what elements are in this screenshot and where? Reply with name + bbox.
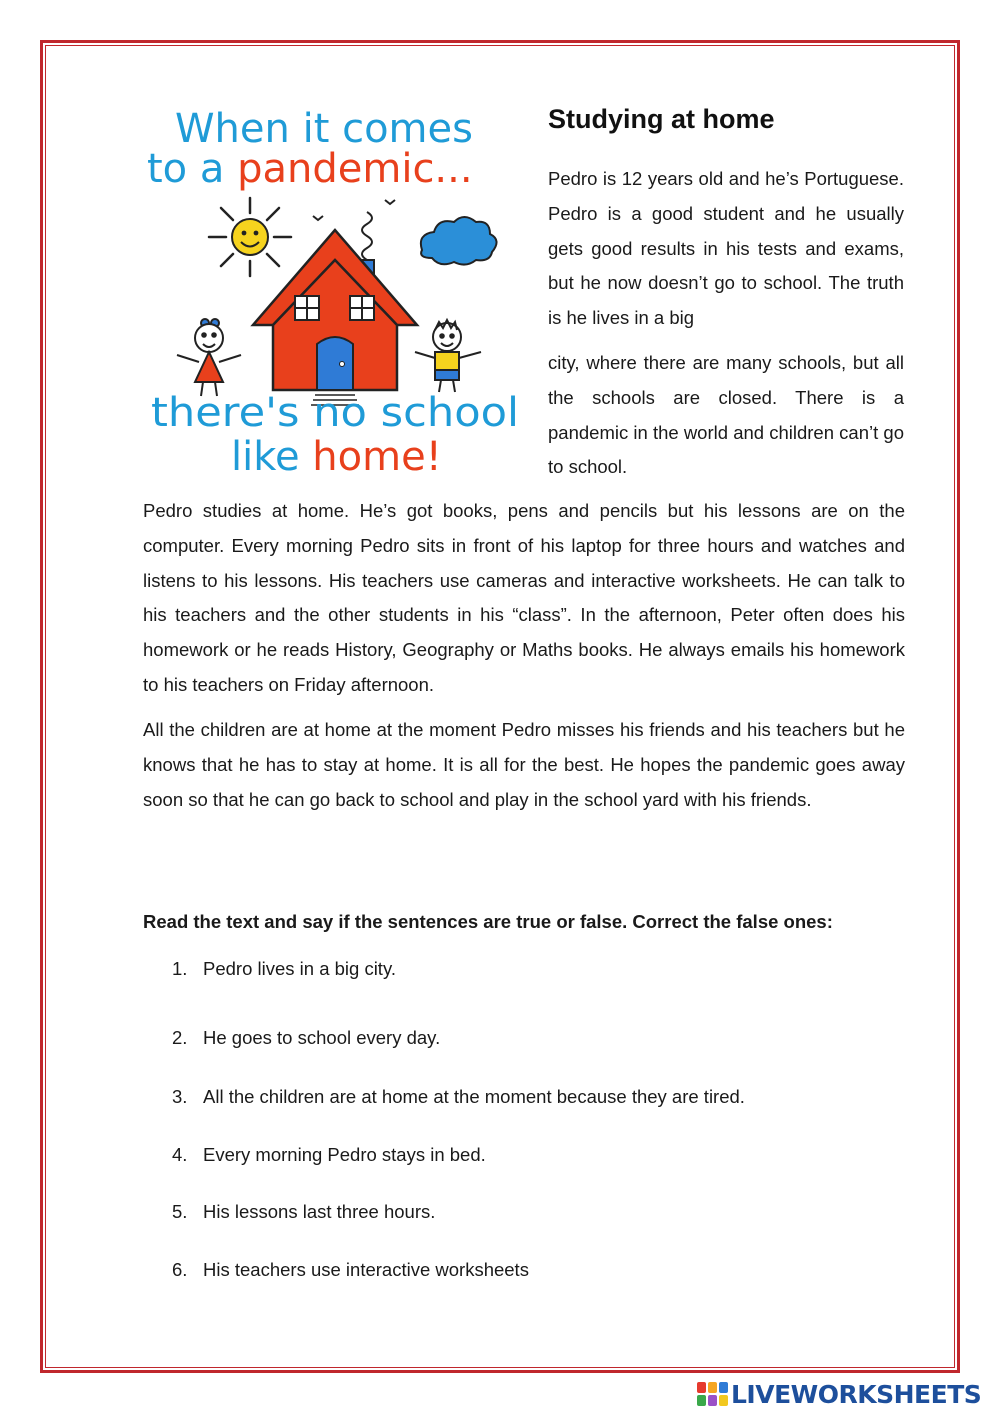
- svg-text:to a pandemic...: [147, 146, 473, 192]
- illustration-line2-prefix: to a: [147, 146, 238, 192]
- smoke-icon: [362, 212, 372, 260]
- girl-icon: [177, 319, 241, 396]
- paragraph-3: Pedro studies at home. He’s got books, pens and pencils but his lessons are on the computer. Every morning Pedro sits in front of his laptop for three hours and watches and listens to his lessons. His teachers use cameras and interactive worksheets. He can talk to his teachers and the other students in his “class”. In the afternoon, Peter often does his homework or he reads History, Geography or Maths books. He always emails his homework to his teachers on Friday afternoon.: [143, 500, 905, 695]
- question-item: [172, 1143, 486, 1167]
- logo-text: LIVEWORKSHEETS: [731, 1379, 982, 1409]
- question-number: 6.: [172, 1259, 188, 1280]
- logo-square: [719, 1395, 728, 1406]
- paragraph-4: All the children are at home at the moment Pedro misses his friends and his teachers but he knows that he has to stay at home. It is all for the best. He hopes the pandemic goes away soon so that he can go back to school and play in the school yard with his friends.: [143, 719, 905, 810]
- logo-square: [719, 1382, 728, 1393]
- question-item: [172, 957, 396, 981]
- question-text: All the children are at home at the moment because they are tired.: [203, 1086, 745, 1107]
- logo-square: [697, 1382, 706, 1393]
- birds-icon: [313, 200, 395, 220]
- article-title: Studying at home: [548, 104, 775, 134]
- question-text: His teachers use interactive worksheets: [203, 1259, 529, 1280]
- logo-square: [697, 1395, 706, 1406]
- question-number: 4.: [172, 1144, 188, 1165]
- illustration-line1: When it comes: [175, 106, 473, 152]
- logo-square: [708, 1395, 717, 1406]
- question-number: 1.: [172, 958, 188, 979]
- question-item: [172, 1085, 745, 1109]
- question-text: Pedro lives in a big city.: [203, 958, 396, 979]
- house-icon: [253, 230, 417, 405]
- boy-icon: [415, 320, 481, 392]
- liveworksheets-logo: [697, 1379, 981, 1409]
- cloud-icon: [421, 217, 497, 265]
- question-text: Every morning Pedro stays in bed.: [203, 1144, 486, 1165]
- logo-mark-icon: [697, 1382, 728, 1406]
- question-number: 2.: [172, 1027, 188, 1048]
- illustration-line4-prefix: like: [231, 434, 313, 480]
- paragraph-2: city, where there are many schools, but all the schools are closed. There is a pandemic in the world and children can’t go to school.: [548, 352, 904, 478]
- illustration-line2-highlight: pandemic...: [237, 146, 473, 192]
- sun-icon: [209, 198, 291, 276]
- question-number: 3.: [172, 1086, 188, 1107]
- paragraph-1: Pedro is 12 years old and he’s Portuguese. Pedro is a good student and he usually gets good results in his tests and exams, but he now doesn’t go to school. The truth is he lives in a big: [548, 168, 904, 329]
- illustration-line4-highlight: home!: [312, 434, 442, 480]
- svg-text:like home!: [231, 434, 442, 480]
- illustration-line3: there's no school: [151, 390, 519, 436]
- question-number: 5.: [172, 1201, 188, 1222]
- question-item: [172, 1258, 529, 1282]
- exercise-instruction: Read the text and say if the sentences are true or false. Correct the false ones:: [143, 911, 833, 932]
- pandemic-illustration: [145, 90, 525, 480]
- question-text: He goes to school every day.: [203, 1027, 441, 1048]
- logo-square: [708, 1382, 717, 1393]
- question-text: His lessons last three hours.: [203, 1201, 436, 1222]
- question-item: [172, 1026, 440, 1050]
- question-item: [172, 1200, 435, 1224]
